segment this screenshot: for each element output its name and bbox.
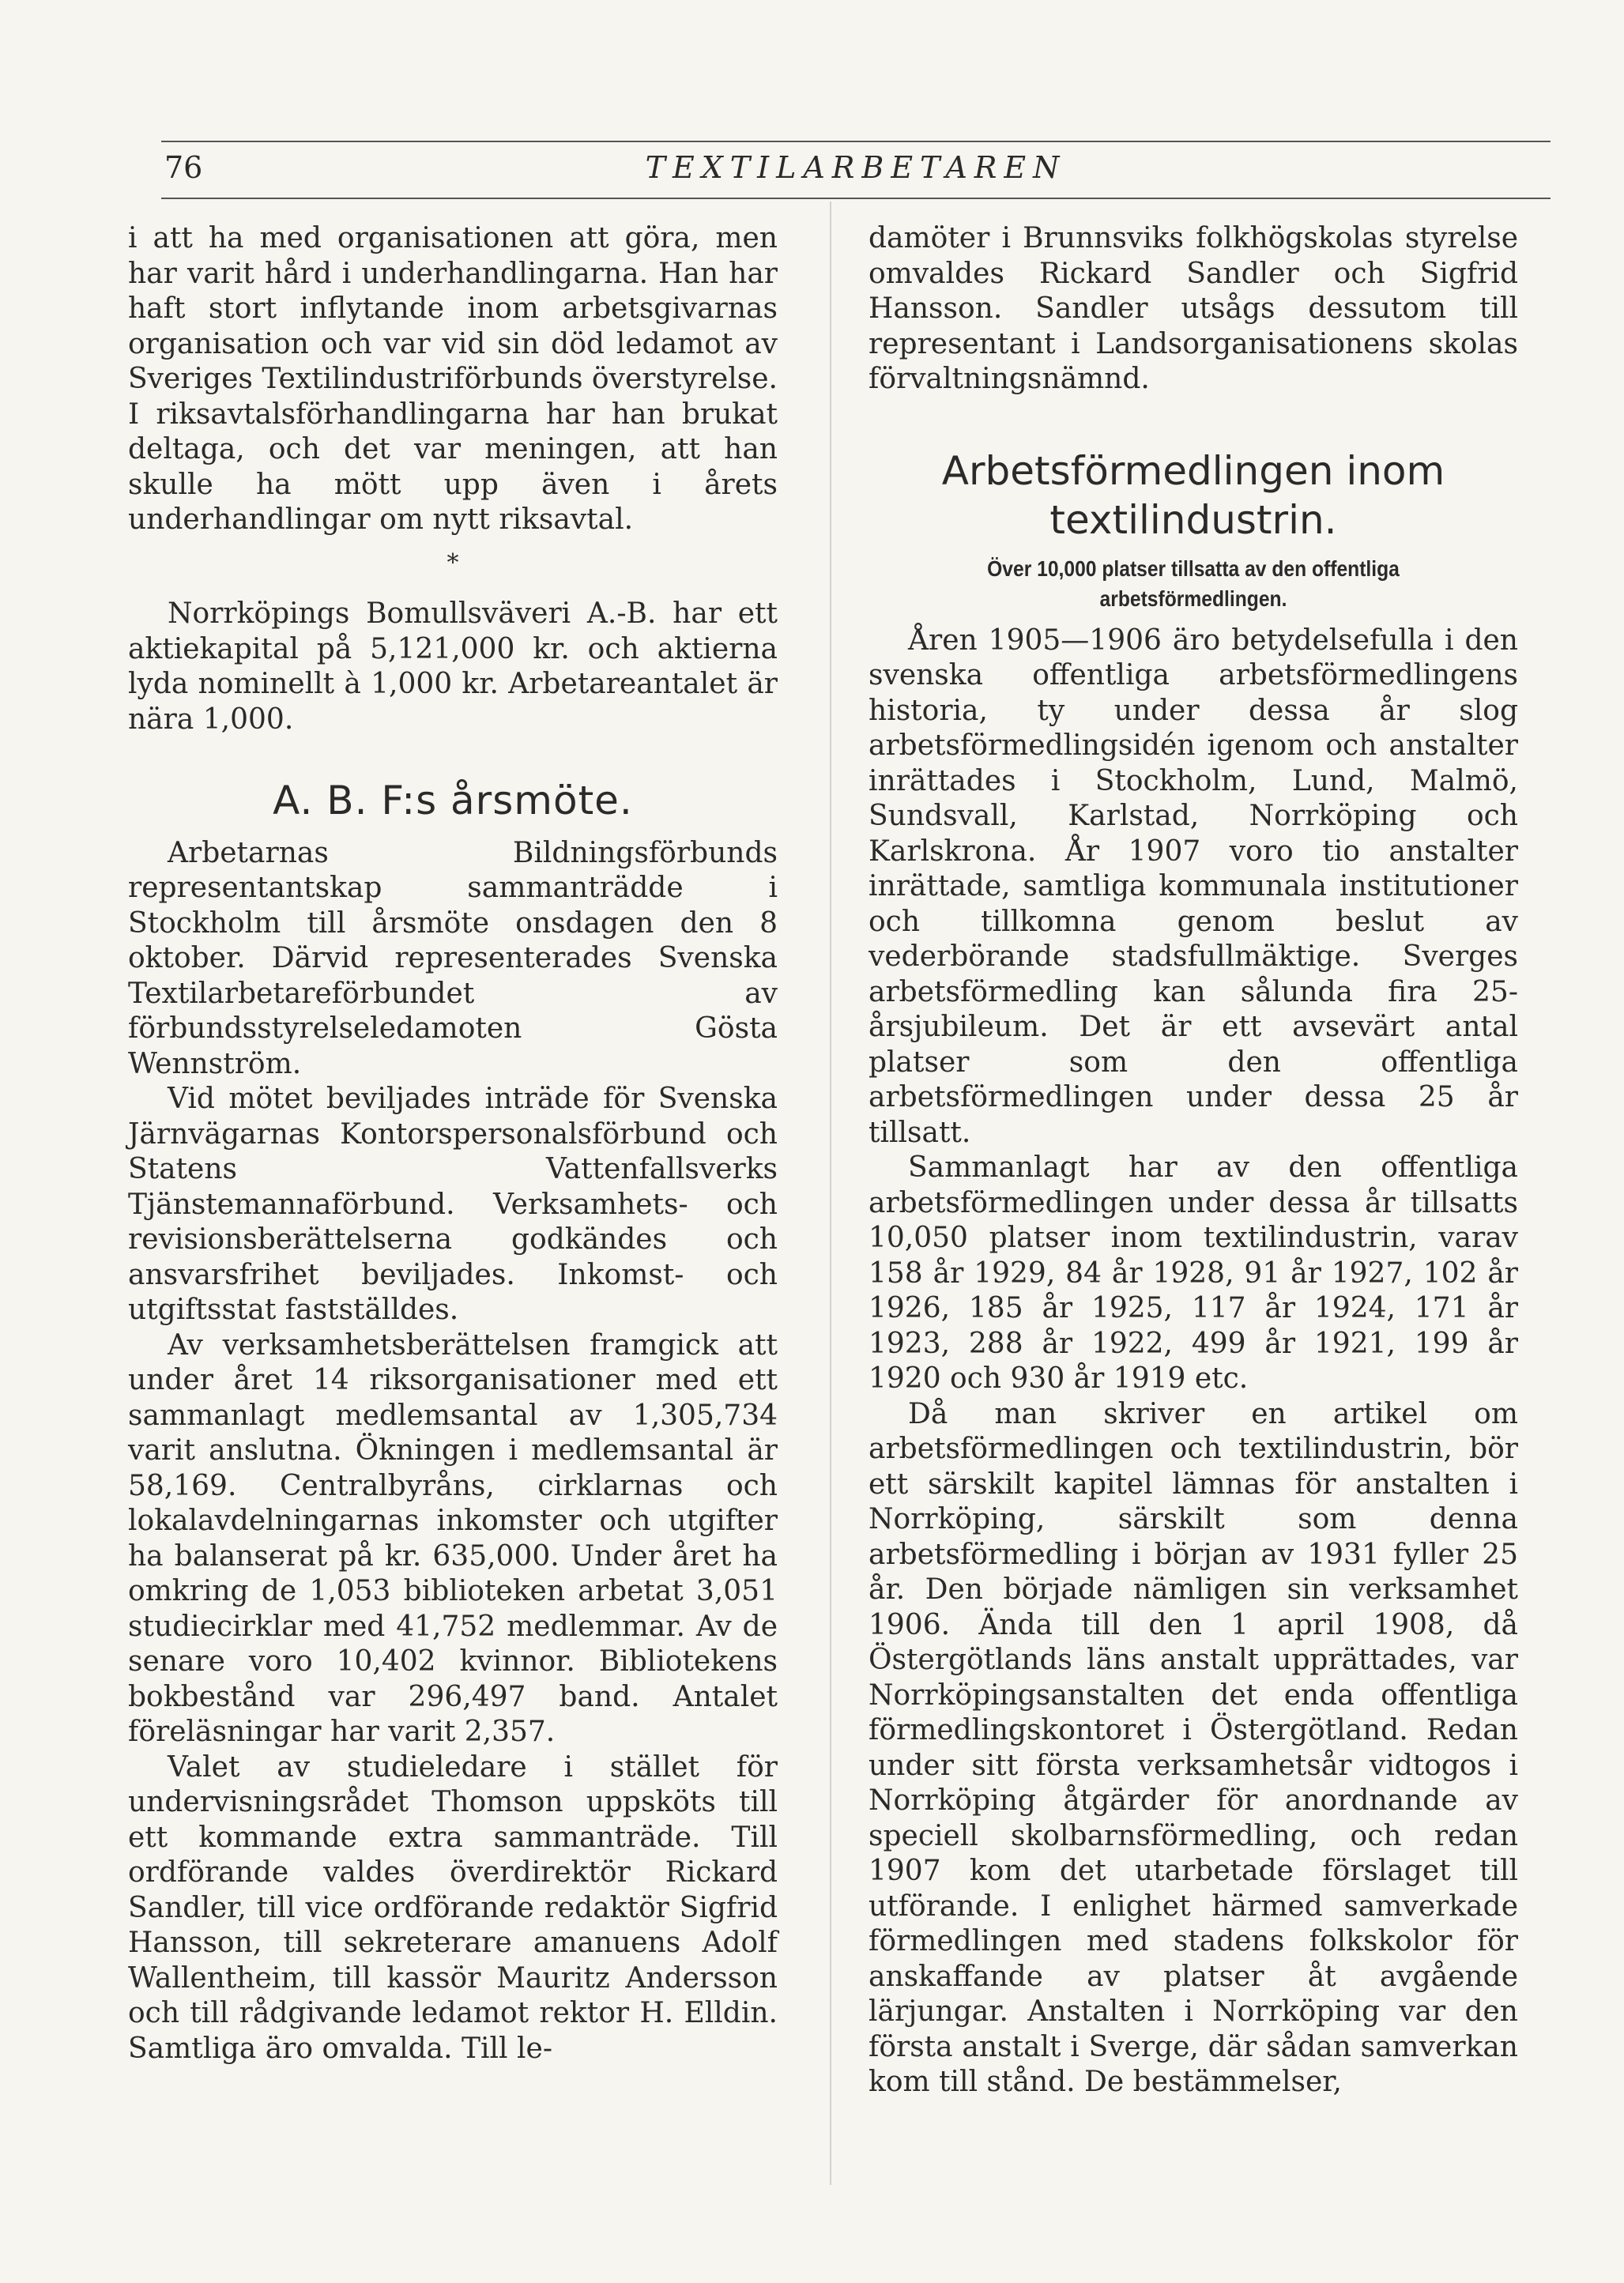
paragraph: Då man skriver en artikel om arbetsförmedlingen och textilindustrin, bör ett särskilt kapitel lämnas för anstalten i Norrköping, särskilt som denna arbetsförmedling i början av 1931 fyller 25 år. Den började nämligen sin verksamhet 1906. Ända till den 1 april 1908, då Östergötlands läns anstalt upprättades, var Norrköpingsanstalten det enda offentliga förmedlingskontoret i Östergötland. Redan under sitt första verksamhetsår vidtogos i Norrköping åtgärder för anordnande av speciell skolbarnsförmedling, och redan 1907 kom det utarbetade förslaget till utförande. I enlighet härmed samverkade förmedlingen med stadens folkskolor för anskaffande av platser åt avgående lärjungar. Anstalten i Norrköping var den första anstalt i Sverge, där sådan samverkan kom till stånd. De bestämmelser,	[869, 1397, 1518, 2098]
paragraph: i att ha med organisationen att göra, men har varit hård i underhandlingarna. Han har haft stort inflytande inom arbetsgivarnas organisation och var vid sin död ledamot av Sveriges Textilindustriförbunds överstyrelse. I riksavtalsförhandlingarna har han brukat deltaga, och det var meningen, att han skulle ha mött upp även i årets underhandlingar om nytt riksavtal.	[128, 222, 778, 536]
paragraph: Åren 1905—1906 äro betydelsefulla i den svenska offentliga arbetsförmedlingens historia, ty under dessa år slog arbetsförmedlingsidén igenom och anstalter inrättades i Stockholm, Lund, Malmö, Sundsvall, Karlstad, Norrköping och Karlskrona. År 1907 voro tio anstalter inrättade, samtliga kommunala institutioner och tillkomna genom beslut av vederbörande stadsfullmäktige. Sverges arbetsförmedling kan sålunda fira 25-årsjubileum. Det är ett avsevärt antal platser som den offentliga arbetsförmedlingen under dessa 25 år tillsatt.	[869, 623, 1518, 1149]
paragraph: Vid mötet beviljades inträde för Svenska Järnvägarnas Kontorspersonalsförbund och Statens Vattenfallsverks Tjänstemannaförbund. Verksamhets- och revisionsberättelserna godkändes och ansvarsfrihet beviljades. Inkomst- och utgiftsstat fastställdes.	[128, 1083, 778, 1326]
running-title: TEXTILARBETAREN	[645, 150, 1067, 185]
paragraph: Av verksamhetsberättelsen framgick att under året 14 riksorganisationer med ett sammanlagt medlemsantal av 1,305,734 varit anslutna. Ökningen i medlemsantal är 58,169. Centralbyråns, cirklarnas och lokalavdelningarnas inkomster och utgifter ha balanserat på kr. 635,000. Under året ha omkring de 1,053 biblioteken arbetat 3,051 studiecirklar med 41,752 medlemmar. Av de senare voro 10,402 kvinnor. Bibliotekens bokbestånd var 296,497 band. Antalet föreläsningar har varit 2,357.	[128, 1328, 778, 1748]
page-header	[161, 141, 1551, 199]
page-number: 76	[164, 150, 203, 185]
paragraph: Arbetarnas Bildningsförbunds representantskap sammanträdde i Stockholm till årsmöte onsdagen den 8 oktober. Därvid representerades Svenska Textilarbetareförbundet av förbundsstyrelseledamoten Gösta Wennström.	[128, 836, 778, 1080]
section-heading: A. B. F:s årsmöte.	[273, 778, 633, 823]
article-heading: Arbetsförmedlingen inom textilindustrin.	[941, 447, 1445, 543]
column-divider	[830, 202, 831, 2185]
right-column	[869, 221, 1518, 2100]
continuation-paragraph: damöter i Brunnsviks folkhögskolas styrelse omvaldes Rickard Sandler och Sigfrid Hansson. Sandler utsågs dessutom till representant i Landsorganisationens skolas förvaltningsnämnd.	[869, 222, 1518, 395]
notice-paragraph: Norrköpings Bomullsväveri A.-B. har ett aktiekapital på 5,121,000 kr. och aktierna lyda nominellt à 1,000 kr. Arbetareantalet är nära 1,000.	[128, 597, 778, 736]
paragraph: Valet av studieledare i stället för undervisningsrådet Thomson uppsköts till ett kommande extra sammanträde. Till ordförande valdes överdirektör Rickard Sandler, till vice ordförande redaktör Sigfrid Hansson, till sekreterare amanuens Adolf Wallentheim, till kassör Mauritz Andersson och till rådgivande ledamot rektor H. Elldin. Samtliga äro omvalda. Till le-	[128, 1750, 778, 2065]
left-column	[128, 221, 778, 2066]
article-subheading: Över 10,000 platser tillsatta av den offentliga arbetsförmedlingen.	[987, 556, 1400, 611]
asterisk-separator: *	[447, 548, 459, 577]
paragraph: Sammanlagt har av den offentliga arbetsförmedlingen under dessa år tillsatts 10,050 platser inom textilindustrin, varav 158 år 1929, 84 år 1928, 91 år 1927, 102 år 1926, 185 år 1925, 117 år 1924, 171 år 1923, 288 år 1922, 499 år 1921, 199 år 1920 och 930 år 1919 etc.	[869, 1151, 1518, 1395]
